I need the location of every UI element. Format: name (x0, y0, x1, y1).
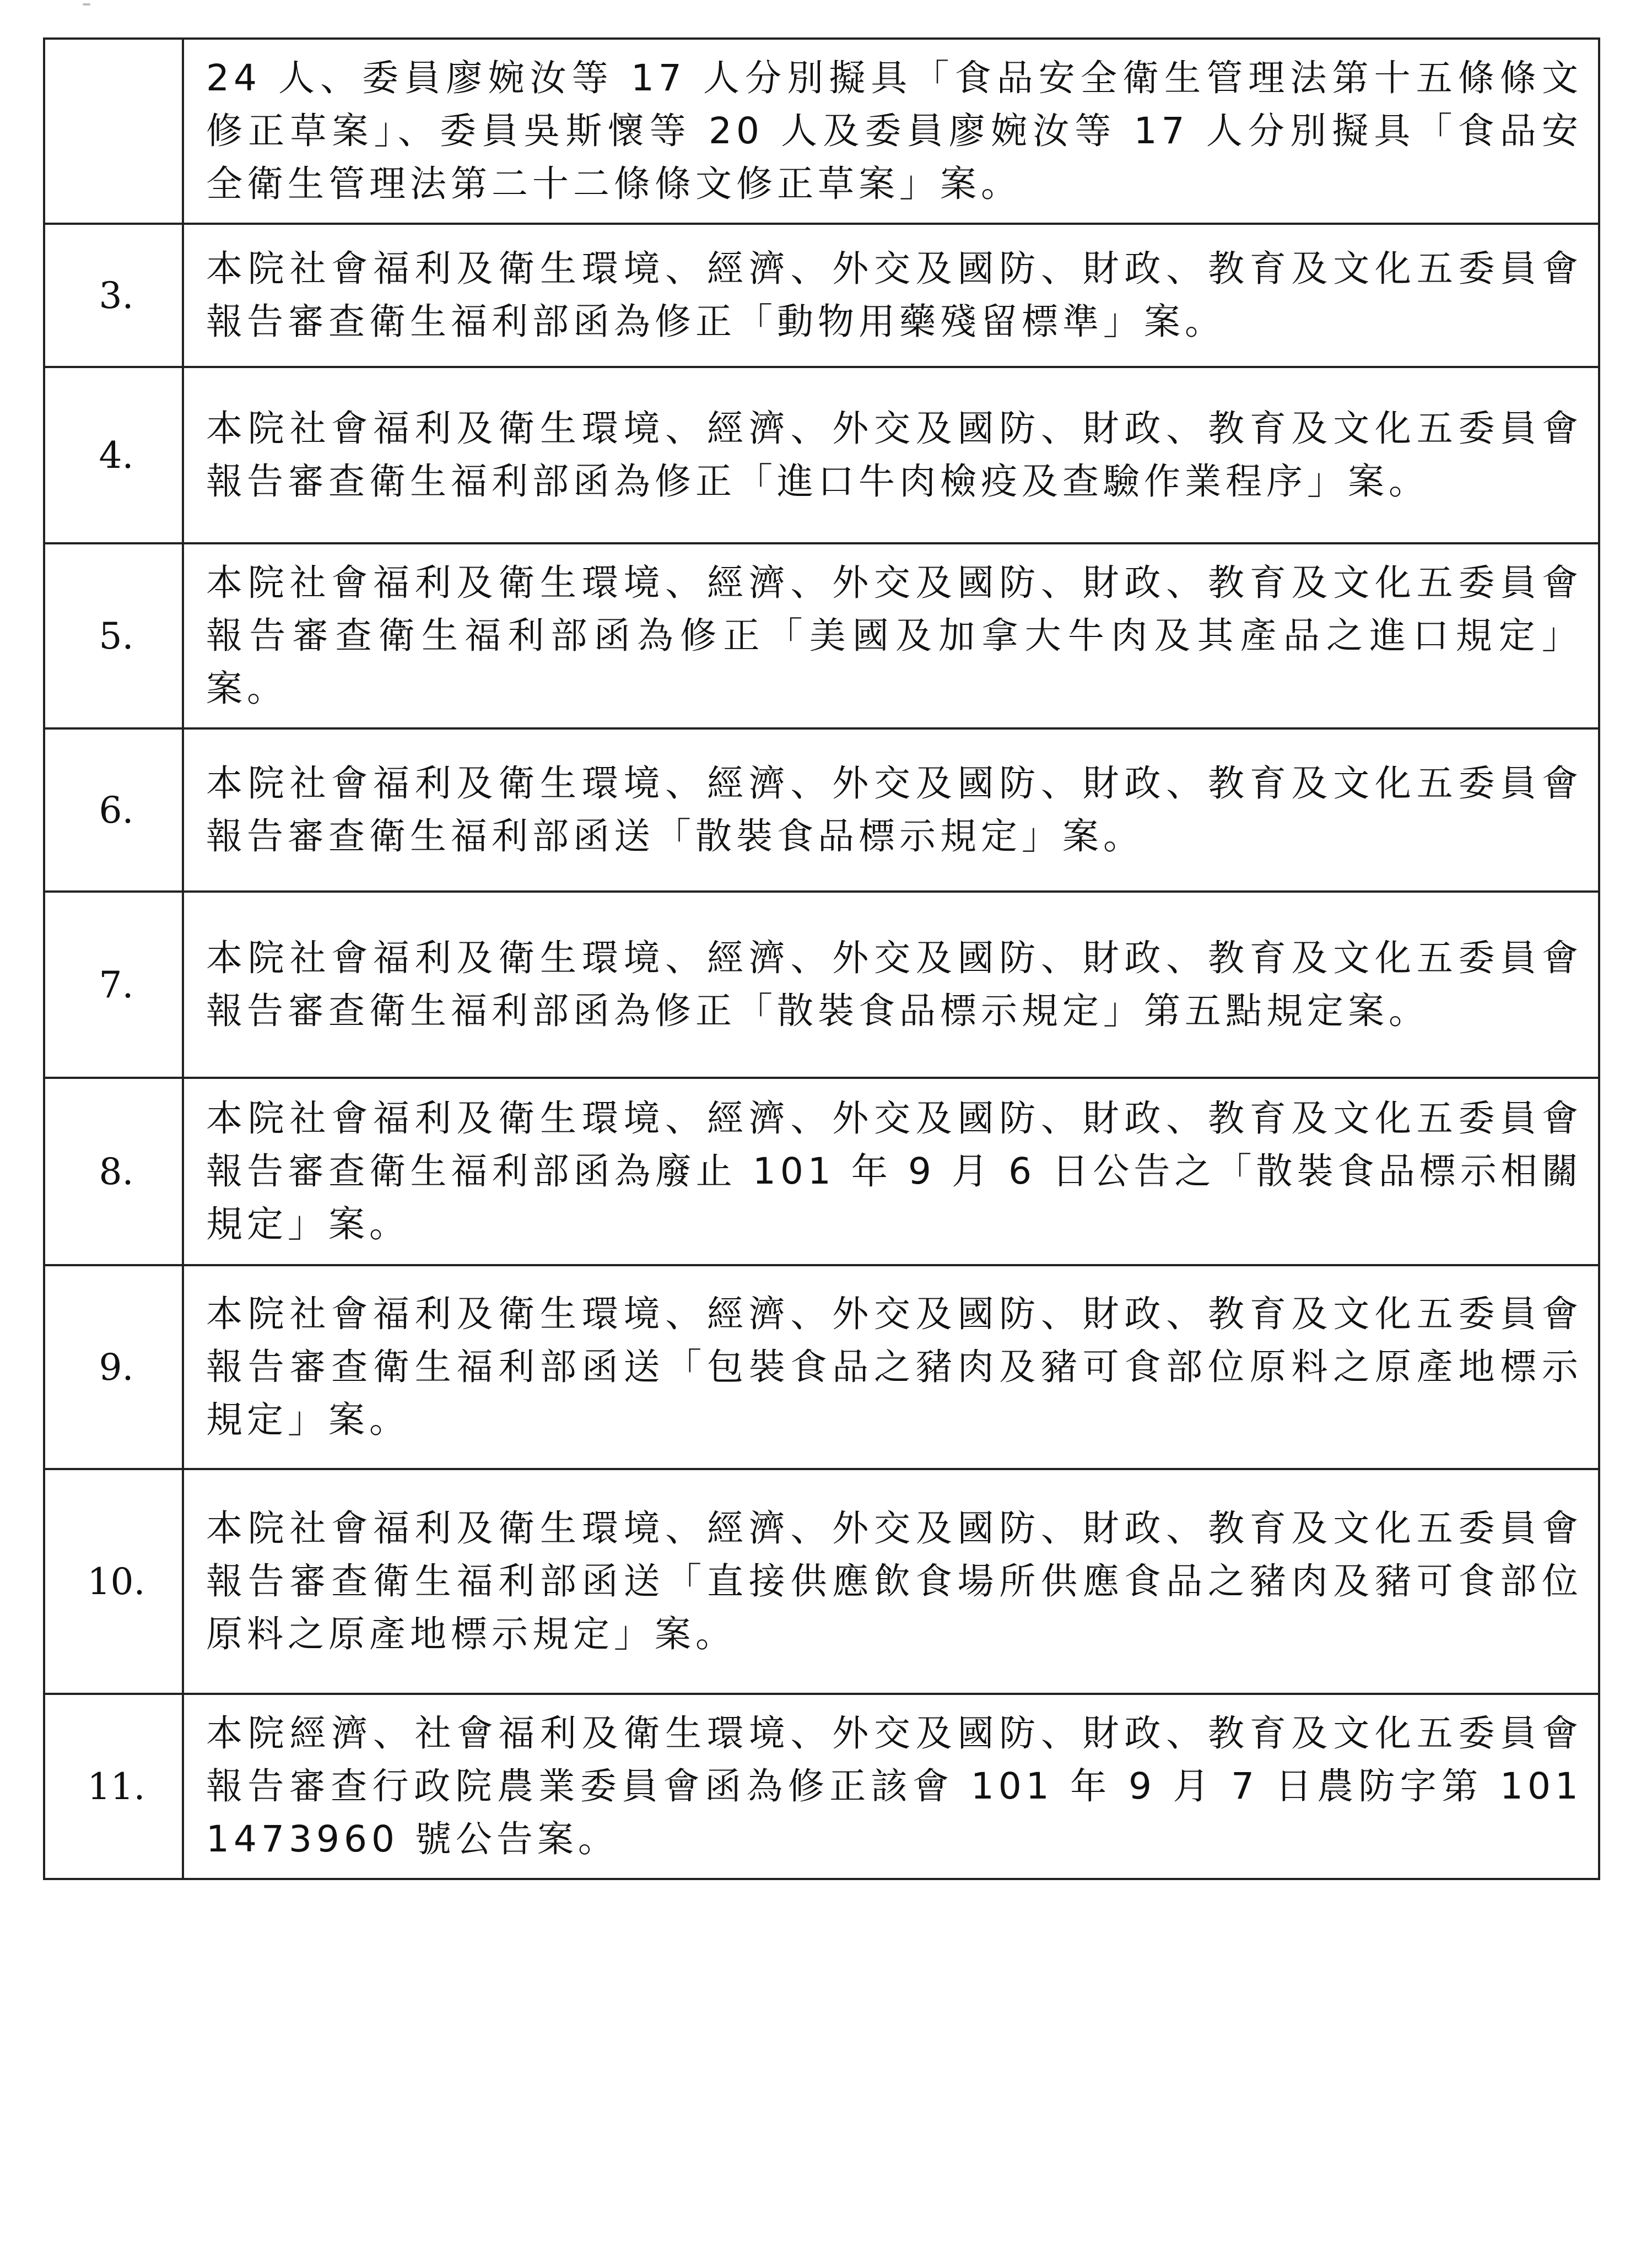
item-text: 24 人、委員廖婉汝等 17 人分別擬具「食品安全衛生管理法第十五條條文修正草案」、委員吳斯懷等 20 人及委員廖婉汝等 17 人分別擬具「食品安全衛生管理法第二十二條條文修正草案」案。 (183, 39, 1599, 224)
item-number (44, 39, 183, 224)
item-text: 本院社會福利及衛生環境、經濟、外交及國防、財政、教育及文化五委員會報告審查衛生福利部函送「散裝食品標示規定」案。 (183, 728, 1599, 892)
item-text: 本院經濟、社會福利及衛生環境、外交及國防、財政、教育及文化五委員會報告審查行政院農業委員會函為修正該會 101 年 9 月 7 日農防字第 1011473960 號公告案。 (183, 1694, 1599, 1879)
table-row (44, 1469, 1599, 1694)
item-number: 4. (44, 367, 183, 543)
agenda-table (43, 37, 1600, 1880)
item-number: 7. (44, 892, 183, 1078)
item-text: 本院社會福利及衛生環境、經濟、外交及國防、財政、教育及文化五委員會報告審查衛生福利部函為修正「美國及加拿大牛肉及其產品之進口規定」案。 (183, 543, 1599, 728)
item-number: 5. (44, 543, 183, 728)
table-row (44, 543, 1599, 728)
item-text: 本院社會福利及衛生環境、經濟、外交及國防、財政、教育及文化五委員會報告審查衛生福利部函送「包裝食品之豬肉及豬可食部位原料之原產地標示規定」案。 (183, 1265, 1599, 1469)
table-row (44, 892, 1599, 1078)
table-row (44, 1694, 1599, 1879)
item-text: 本院社會福利及衛生環境、經濟、外交及國防、財政、教育及文化五委員會報告審查衛生福利部函為修正「散裝食品標示規定」第五點規定案。 (183, 892, 1599, 1078)
table-row (44, 224, 1599, 367)
item-text: 本院社會福利及衛生環境、經濟、外交及國防、財政、教育及文化五委員會報告審查衛生福利部函為廢止 101 年 9 月 6 日公告之「散裝食品標示相關規定」案。 (183, 1078, 1599, 1265)
item-number: 11. (44, 1694, 183, 1879)
item-number: 6. (44, 728, 183, 892)
item-number: 3. (44, 224, 183, 367)
item-number: 9. (44, 1265, 183, 1469)
item-number: 10. (44, 1469, 183, 1694)
table-row (44, 367, 1599, 543)
item-text: 本院社會福利及衛生環境、經濟、外交及國防、財政、教育及文化五委員會報告審查衛生福利部函為修正「動物用藥殘留標準」案。 (183, 224, 1599, 367)
table-row (44, 1078, 1599, 1265)
item-text: 本院社會福利及衛生環境、經濟、外交及國防、財政、教育及文化五委員會報告審查衛生福利部函送「直接供應飲食場所供應食品之豬肉及豬可食部位原料之原產地標示規定」案。 (183, 1469, 1599, 1694)
item-text: 本院社會福利及衛生環境、經濟、外交及國防、財政、教育及文化五委員會報告審查衛生福利部函為修正「進口牛肉檢疫及查驗作業程序」案。 (183, 367, 1599, 543)
table-row (44, 728, 1599, 892)
item-number: 8. (44, 1078, 183, 1265)
table-row (44, 1265, 1599, 1469)
scan-artifact (83, 3, 90, 6)
table-row (44, 39, 1599, 224)
